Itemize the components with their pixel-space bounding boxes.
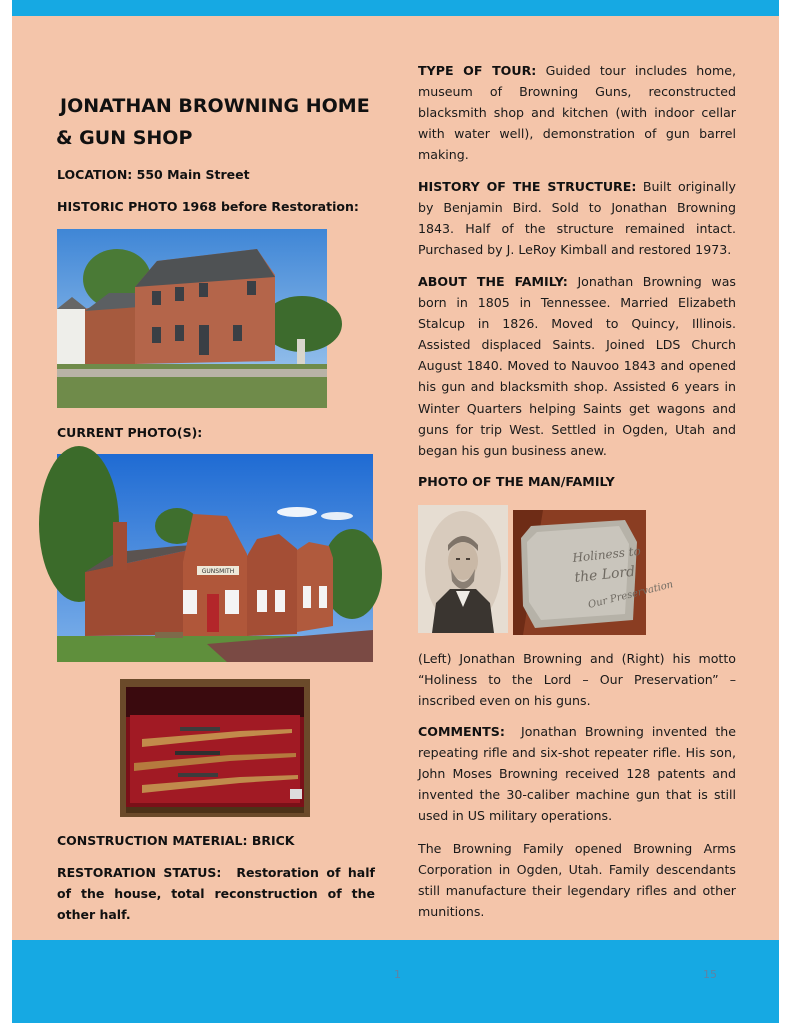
motto-plate-photo — [513, 510, 675, 635]
comments-heading: COMMENTS: — [418, 724, 505, 739]
family-paragraph — [418, 271, 736, 461]
history-paragraph — [418, 176, 736, 260]
family-text: Jonathan Browning was born in 1805 in Tennessee. Married Elizabeth Stalcup in 1826. Moved to Quincy, Illinois. Assisted displaced Saints. Joined LDS Church August 1840. Moved to Nauvoo 1843 and opened his gun and blacksmith shop. Assisted 6 years in Winter Quarters helping Saints get wagons and guns for trip West. Settled in Ogden, Utah and began his gun business anew. — [418, 274, 736, 458]
page-number-left: 1 — [394, 968, 401, 981]
restoration-status — [57, 862, 375, 925]
portrait-photo — [418, 505, 508, 633]
bottom-bar — [12, 940, 779, 1023]
history-heading: HISTORY OF THE STRUCTURE: — [418, 179, 637, 194]
svg-text:Our Preservation: Our Preservation — [587, 579, 675, 611]
comments-text: Jonathan Browning invented the repeating rifle and six-shot repeater rifle. His son, John Moses Browning received 128 patents and invented the 30-caliber machine gun that is still used in US military operations. — [418, 724, 736, 824]
current-photo-label: CURRENT PHOTO(S): — [57, 425, 203, 440]
type-of-tour-heading: TYPE OF TOUR: — [418, 63, 537, 78]
title-line-2: & GUN SHOP — [56, 127, 193, 149]
closing-paragraph: The Browning Family opened Browning Arms Corporation in Ogden, Utah. Family descendants still manufacture their legendary rifles and other munitions. — [418, 841, 736, 920]
comments-paragraph — [418, 721, 736, 826]
history-text: Built originally by Benjamin Bird. Sold to Jonathan Browning 1843. Half of the structure remained intact. Purchased by J. LeRoy Kimball and restored 1973. — [418, 179, 736, 258]
restoration-heading: RESTORATION STATUS: — [57, 865, 222, 880]
top-bar — [12, 0, 779, 16]
svg-text:the Lord: the Lord — [573, 563, 636, 586]
historic-photo — [57, 229, 327, 408]
type-of-tour-text: Guided tour includes home, museum of Browning Guns, reconstructed blacksmith shop and kitchen (with indoor cellar with water well), demonstration of gun barrel making. — [418, 63, 736, 163]
photo-caption: (Left) Jonathan Browning and (Right) his motto “Holiness to the Lord – Our Preservation” – inscribed even on his guns. — [418, 651, 736, 709]
historic-photo-label: HISTORIC PHOTO 1968 before Restoration: — [57, 199, 359, 214]
photo-of-man-label: PHOTO OF THE MAN/FAMILY — [418, 474, 615, 489]
construction-material-label: CONSTRUCTION MATERIAL: BRICK — [57, 833, 295, 848]
restoration-text: Restoration of half of the house, total reconstruction of the other half. — [57, 865, 375, 922]
shop-sign-text: GUNSMITH — [201, 568, 235, 575]
svg-text:Holiness to: Holiness to — [571, 543, 642, 565]
page-number-right: 15 — [703, 968, 717, 981]
current-photo — [57, 454, 373, 662]
title-line-1: JONATHAN BROWNING HOME — [60, 95, 370, 117]
family-heading: ABOUT THE FAMILY: — [418, 274, 568, 289]
location-label: LOCATION: 550 Main Street — [57, 167, 250, 182]
page-title — [56, 90, 400, 154]
type-of-tour-paragraph — [418, 60, 736, 165]
rifle-display-photo — [120, 679, 310, 817]
